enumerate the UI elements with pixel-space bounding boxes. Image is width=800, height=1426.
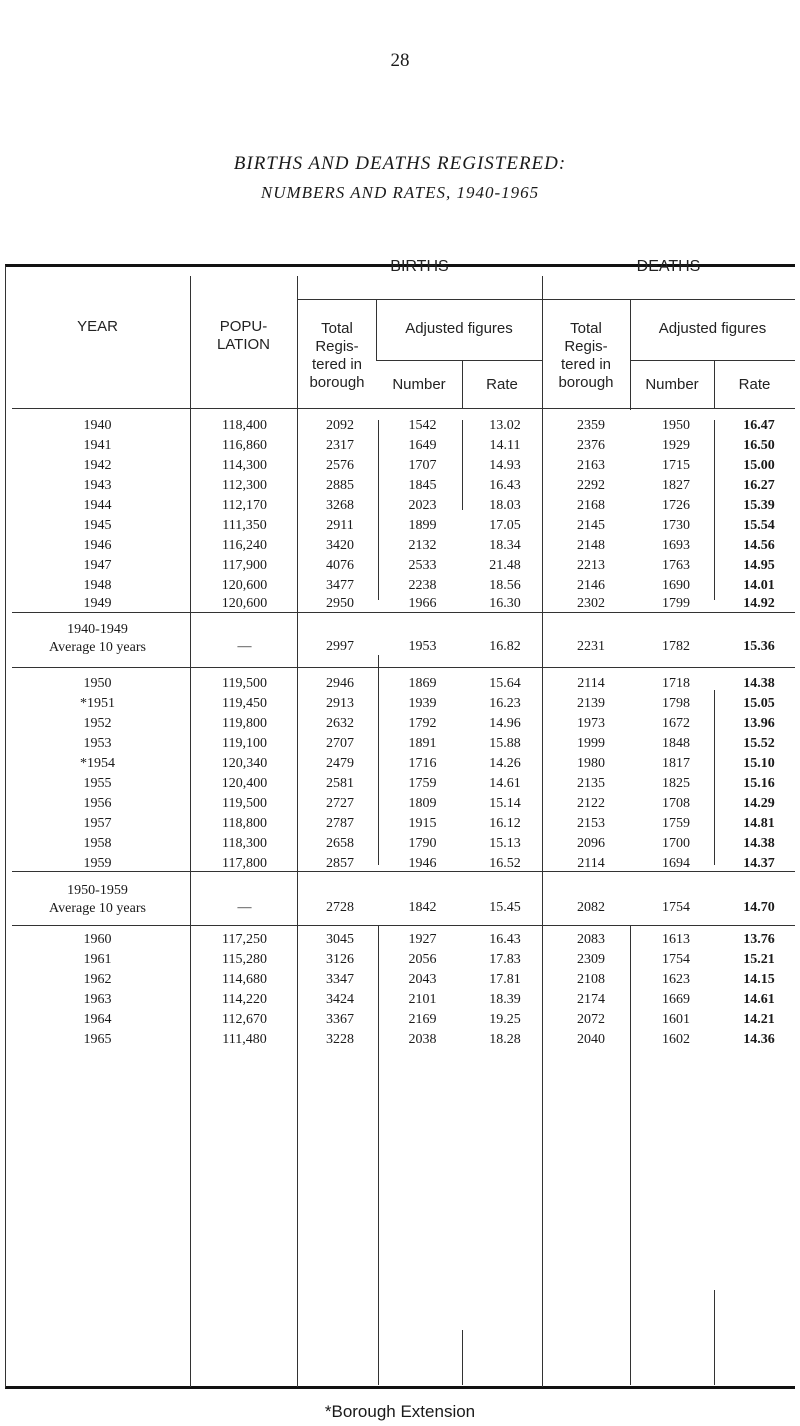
- cell-births-total: 3045: [326, 932, 354, 947]
- table-row: [5, 932, 795, 952]
- cell-deaths-total: 2145: [577, 518, 605, 533]
- cell-deaths-number: 1799: [662, 596, 690, 611]
- rule-vertical: [714, 1290, 715, 1385]
- cell-population: 114,300: [222, 458, 267, 473]
- cell-population: 111,350: [222, 518, 267, 533]
- cell-deaths-rate: 14.38: [743, 676, 775, 691]
- cell-births-number: 1899: [408, 518, 437, 533]
- cell-deaths-total: 2163: [577, 458, 605, 473]
- cell-births-total: 3367: [326, 1012, 354, 1027]
- table-row: [5, 776, 795, 796]
- rule-horizontal: [630, 360, 795, 361]
- cell-deaths-total: 2108: [577, 972, 605, 987]
- cell-births-total: 2707: [326, 736, 354, 751]
- cell-births-number: 1792: [408, 716, 437, 731]
- cell-population: 116,860: [222, 438, 267, 453]
- cell-births-rate: 15.88: [489, 736, 521, 751]
- header-births: BIRTHS: [390, 258, 449, 275]
- cell-deaths-total: 2302: [577, 596, 605, 611]
- cell-births-rate: 18.39: [489, 992, 521, 1007]
- cell-births-number: 1946: [408, 856, 437, 871]
- cell-births-total: 3347: [326, 972, 354, 987]
- cell-population: 119,100: [222, 736, 267, 751]
- page-subtitle: NUMBERS AND RATES, 1940-1965: [260, 183, 540, 202]
- cell-population: 119,500: [222, 796, 267, 811]
- cell-population: 114,680: [222, 972, 267, 987]
- cell-deaths-number: 1817: [662, 756, 690, 771]
- cell-deaths-rate: 15.10: [743, 756, 775, 771]
- cell-births-rate: 14.96: [489, 716, 521, 731]
- cell-year: 1944: [83, 498, 112, 513]
- cell-births-number: 1542: [408, 418, 437, 433]
- cell-population: 119,500: [222, 676, 267, 691]
- table-row: [5, 816, 795, 836]
- cell-year: 1965: [83, 1032, 112, 1047]
- cell-deaths-total: 2096: [577, 836, 605, 851]
- cell-births-number: 1845: [408, 478, 437, 493]
- cell-deaths-number: 1759: [662, 816, 690, 831]
- cell-births-rate: 16.12: [489, 816, 521, 831]
- cell-births-rate: 15.45: [489, 900, 521, 915]
- cell-deaths-rate: 15.00: [743, 458, 775, 473]
- cell-year: 1942: [83, 458, 112, 473]
- cell-year: 1948: [83, 578, 112, 593]
- cell-population: 111,480: [222, 1032, 267, 1047]
- average-row: [5, 619, 795, 663]
- table-row: [5, 972, 795, 992]
- cell-year: *1951: [80, 696, 115, 711]
- header-deaths-rate: Rate: [738, 376, 771, 393]
- cell-year: *1954: [80, 756, 115, 771]
- cell-year: 1952: [83, 716, 112, 731]
- cell-deaths-total: 1973: [577, 716, 605, 731]
- header-births-rate: Rate: [486, 376, 518, 393]
- cell-deaths-total: 2213: [577, 558, 605, 573]
- cell-population: 115,280: [222, 952, 267, 967]
- cell-year: 1940: [83, 418, 112, 433]
- cell-population: 114,220: [222, 992, 267, 1007]
- cell-births-total: 2576: [326, 458, 354, 473]
- cell-deaths-rate: 14.21: [743, 1012, 775, 1027]
- cell-births-total: 2581: [326, 776, 354, 791]
- cell-births-rate: 16.52: [489, 856, 521, 871]
- cell-births-rate: 18.03: [489, 498, 521, 513]
- cell-deaths-number: 1726: [662, 498, 690, 513]
- cell-deaths-total: 1980: [577, 756, 605, 771]
- cell-births-number: 2023: [408, 498, 437, 513]
- cell-births-total: 3420: [326, 538, 354, 553]
- cell-births-total: 2950: [326, 596, 354, 611]
- cell-births-rate: 15.13: [489, 836, 521, 851]
- header-total-line3: tered in: [311, 356, 363, 373]
- header-total-line4: borough: [558, 374, 614, 391]
- cell-year: 1958: [83, 836, 112, 851]
- cell-deaths-total: 2309: [577, 952, 605, 967]
- cell-births-number: 1716: [408, 756, 437, 771]
- cell-deaths-rate: 16.50: [743, 438, 775, 453]
- cell-deaths-total: 2359: [577, 418, 605, 433]
- cell-births-rate: 14.61: [489, 776, 521, 791]
- header-total-line2: Regis-: [564, 338, 608, 355]
- cell-year: 1961: [83, 952, 112, 967]
- cell-births-rate: 16.43: [489, 478, 521, 493]
- cell-deaths-rate: 15.16: [743, 776, 775, 791]
- table-row: [5, 438, 795, 458]
- cell-deaths-total: 2114: [577, 676, 605, 691]
- cell-year: 1947: [83, 558, 112, 573]
- average-period: 1940-1949: [67, 622, 128, 637]
- cell-births-total: 2946: [326, 676, 354, 691]
- cell-deaths-number: 1754: [662, 952, 690, 967]
- cell-population: 120,340: [221, 756, 268, 771]
- cell-births-rate: 13.02: [489, 418, 521, 433]
- cell-population: 118,300: [222, 836, 267, 851]
- cell-population: 117,250: [222, 932, 267, 947]
- cell-births-total: 3268: [326, 498, 354, 513]
- average-label: [5, 621, 190, 657]
- cell-year: 1964: [83, 1012, 112, 1027]
- cell-births-number: 2132: [408, 538, 437, 553]
- cell-deaths-rate: 13.76: [743, 932, 775, 947]
- cell-deaths-total: 2146: [577, 578, 605, 593]
- cell-births-number: 1649: [408, 438, 437, 453]
- header-total-line2: Regis-: [315, 338, 359, 355]
- cell-births-number: 1927: [408, 932, 437, 947]
- cell-year: 1963: [83, 992, 112, 1007]
- cell-births-number: 2056: [408, 952, 437, 967]
- cell-deaths-total: 2376: [577, 438, 605, 453]
- cell-births-total: 3424: [326, 992, 354, 1007]
- cell-births-total: 3228: [326, 1032, 354, 1047]
- cell-deaths-total: 2153: [577, 816, 605, 831]
- cell-population: 120,600: [221, 578, 268, 593]
- cell-year: 1955: [83, 776, 112, 791]
- cell-births-number: 1809: [408, 796, 437, 811]
- cell-births-rate: 17.81: [489, 972, 521, 987]
- cell-births-rate: 17.05: [489, 518, 521, 533]
- cell-deaths-total: 2168: [577, 498, 605, 513]
- cell-births-rate: 14.93: [489, 458, 521, 473]
- cell-year: 1945: [83, 518, 112, 533]
- cell-deaths-number: 1700: [662, 836, 690, 851]
- cell-year: 1957: [83, 816, 112, 831]
- average-label: [5, 882, 190, 918]
- cell-deaths-number: 1693: [662, 538, 690, 553]
- cell-births-total: 2727: [326, 796, 354, 811]
- rule-horizontal: [12, 667, 795, 668]
- cell-population: 119,800: [222, 716, 267, 731]
- table-row: [5, 836, 795, 856]
- header-births-total: [297, 320, 377, 392]
- cell-population: 112,170: [222, 498, 267, 513]
- table-row: [5, 756, 795, 776]
- cell-births-rate: 16.82: [489, 639, 521, 654]
- cell-births-number: 2533: [408, 558, 437, 573]
- cell-births-total: 2913: [326, 696, 354, 711]
- cell-deaths-number: 1827: [662, 478, 690, 493]
- cell-deaths-number: 1848: [662, 736, 690, 751]
- header-total-line4: borough: [309, 374, 365, 391]
- cell-population: 119,450: [222, 696, 267, 711]
- cell-births-rate: 15.14: [489, 796, 521, 811]
- cell-births-total: 3126: [326, 952, 354, 967]
- header-births-number: Number: [392, 376, 446, 393]
- cell-births-rate: 18.34: [489, 538, 521, 553]
- cell-births-total: 2317: [326, 438, 354, 453]
- page-title: BIRTHS AND DEATHS REGISTERED:: [233, 153, 567, 174]
- cell-births-total: 4076: [326, 558, 354, 573]
- rule-horizontal: [297, 299, 795, 300]
- cell-deaths-total: 2072: [577, 1012, 605, 1027]
- cell-deaths-rate: 15.21: [743, 952, 775, 967]
- cell-deaths-total: 2114: [577, 856, 605, 871]
- cell-births-rate: 18.28: [489, 1032, 521, 1047]
- header-births-adjusted: Adjusted figures: [405, 320, 513, 337]
- cell-deaths-total: 2082: [577, 900, 605, 915]
- cell-births-rate: 16.23: [489, 696, 521, 711]
- cell-deaths-rate: 16.47: [743, 418, 775, 433]
- cell-deaths-number: 1694: [662, 856, 690, 871]
- cell-year: 1953: [83, 736, 112, 751]
- header-population-line1: POPU-: [219, 318, 268, 335]
- table-row: [5, 1032, 795, 1052]
- header-deaths-number: Number: [645, 376, 699, 393]
- cell-deaths-number: 1669: [662, 992, 690, 1007]
- cell-deaths-total: 2231: [577, 639, 605, 654]
- header-total-line1: Total: [321, 320, 353, 337]
- cell-births-rate: 19.25: [489, 1012, 521, 1027]
- cell-year: 1950: [83, 676, 112, 691]
- table-row: [5, 856, 795, 876]
- cell-deaths-rate: 14.95: [743, 558, 775, 573]
- table-row: [5, 716, 795, 736]
- cell-year: 1946: [83, 538, 112, 553]
- cell-deaths-number: 1718: [662, 676, 690, 691]
- cell-deaths-number: 1602: [662, 1032, 690, 1047]
- cell-population: 120,400: [221, 776, 268, 791]
- cell-deaths-rate: 14.36: [743, 1032, 775, 1047]
- cell-deaths-rate: 13.96: [743, 716, 775, 731]
- cell-deaths-number: 1763: [662, 558, 690, 573]
- rule-horizontal: [12, 925, 795, 926]
- table-row: [5, 538, 795, 558]
- cell-deaths-rate: 14.70: [743, 900, 775, 915]
- cell-deaths-total: 2139: [577, 696, 605, 711]
- cell-births-number: 1891: [408, 736, 437, 751]
- cell-deaths-total: 2040: [577, 1032, 605, 1047]
- cell-births-number: 1966: [408, 596, 437, 611]
- cell-deaths-total: 2174: [577, 992, 605, 1007]
- table-row: [5, 696, 795, 716]
- header-population-line2: LATION: [216, 336, 271, 353]
- cell-deaths-number: 1613: [662, 932, 690, 947]
- cell-deaths-rate: 14.15: [743, 972, 775, 987]
- cell-population: —: [237, 900, 252, 915]
- rule-horizontal: [376, 360, 542, 361]
- cell-deaths-number: 1825: [662, 776, 690, 791]
- cell-deaths-number: 1708: [662, 796, 690, 811]
- average-row: [5, 878, 795, 922]
- footnote: *Borough Extension: [324, 1402, 476, 1421]
- cell-population: 117,800: [222, 856, 267, 871]
- cell-births-rate: 21.48: [489, 558, 521, 573]
- average-description: Average 10 years: [49, 901, 146, 916]
- cell-population: 118,400: [222, 418, 267, 433]
- cell-deaths-rate: 14.29: [743, 796, 775, 811]
- cell-deaths-rate: 14.38: [743, 836, 775, 851]
- cell-deaths-number: 1715: [662, 458, 690, 473]
- table-row: [5, 558, 795, 578]
- table-row: [5, 992, 795, 1012]
- cell-deaths-total: 2122: [577, 796, 605, 811]
- table-row: [5, 676, 795, 696]
- cell-deaths-total: 1999: [577, 736, 605, 751]
- cell-year: 1941: [83, 438, 112, 453]
- cell-year: 1960: [83, 932, 112, 947]
- cell-population: 118,800: [222, 816, 267, 831]
- cell-deaths-total: 2083: [577, 932, 605, 947]
- cell-year: 1959: [83, 856, 112, 871]
- cell-deaths-number: 1601: [662, 1012, 690, 1027]
- cell-births-total: 2787: [326, 816, 354, 831]
- average-description: Average 10 years: [49, 640, 146, 655]
- cell-births-rate: 17.83: [489, 952, 521, 967]
- cell-population: 120,600: [221, 596, 268, 611]
- table-row: [5, 736, 795, 756]
- header-population: [190, 318, 297, 354]
- cell-births-rate: 18.56: [489, 578, 521, 593]
- page-number: 28: [390, 50, 410, 71]
- cell-deaths-total: 2292: [577, 478, 605, 493]
- cell-deaths-number: 1690: [662, 578, 690, 593]
- table-row: [5, 518, 795, 538]
- cell-deaths-rate: 14.61: [743, 992, 775, 1007]
- table-row: [5, 418, 795, 438]
- cell-births-number: 2043: [408, 972, 437, 987]
- cell-births-number: 1790: [408, 836, 437, 851]
- cell-year: 1949: [83, 596, 112, 611]
- cell-deaths-number: 1730: [662, 518, 690, 533]
- cell-deaths-number: 1623: [662, 972, 690, 987]
- cell-population: 112,670: [222, 1012, 267, 1027]
- cell-births-rate: 16.30: [489, 596, 521, 611]
- cell-deaths-rate: 15.05: [743, 696, 775, 711]
- table-row: [5, 1012, 795, 1032]
- cell-births-number: 1915: [408, 816, 437, 831]
- cell-births-number: 1953: [408, 639, 437, 654]
- header-total-line1: Total: [570, 320, 602, 337]
- cell-deaths-number: 1798: [662, 696, 690, 711]
- cell-births-total: 2885: [326, 478, 354, 493]
- cell-births-number: 2169: [408, 1012, 437, 1027]
- rule-vertical: [462, 1330, 463, 1385]
- cell-births-total: 2092: [326, 418, 354, 433]
- cell-year: 1962: [83, 972, 112, 987]
- cell-deaths-total: 2148: [577, 538, 605, 553]
- cell-deaths-rate: 15.54: [743, 518, 775, 533]
- cell-deaths-rate: 14.92: [743, 596, 775, 611]
- cell-births-number: 1842: [408, 900, 437, 915]
- cell-births-total: 2997: [326, 639, 354, 654]
- cell-deaths-rate: 14.01: [743, 578, 775, 593]
- cell-births-number: 1939: [408, 696, 437, 711]
- table-row: [5, 498, 795, 518]
- cell-population: 116,240: [222, 538, 267, 553]
- cell-births-rate: 16.43: [489, 932, 521, 947]
- cell-births-number: 1759: [408, 776, 437, 791]
- cell-births-number: 1869: [408, 676, 437, 691]
- cell-deaths-rate: 15.36: [743, 639, 775, 654]
- cell-births-rate: 15.64: [489, 676, 521, 691]
- cell-deaths-rate: 14.56: [743, 538, 775, 553]
- table-row: [5, 578, 795, 598]
- cell-births-total: 2658: [326, 836, 354, 851]
- rule-horizontal: [12, 408, 795, 409]
- cell-births-number: 2038: [408, 1032, 437, 1047]
- header-year: YEAR: [77, 318, 118, 335]
- cell-births-number: 2238: [408, 578, 437, 593]
- cell-year: 1956: [83, 796, 112, 811]
- cell-deaths-rate: 15.52: [743, 736, 775, 751]
- cell-year: 1943: [83, 478, 112, 493]
- cell-population: —: [237, 639, 252, 654]
- cell-births-rate: 14.11: [489, 438, 521, 453]
- table-row: [5, 596, 795, 616]
- table-row: [5, 458, 795, 478]
- header-deaths-adjusted: Adjusted figures: [658, 320, 767, 337]
- cell-births-total: 2857: [326, 856, 354, 871]
- cell-births-total: 3477: [326, 578, 354, 593]
- cell-births-total: 2479: [326, 756, 354, 771]
- table-row: [5, 478, 795, 498]
- cell-deaths-number: 1782: [662, 639, 690, 654]
- cell-deaths-rate: 15.39: [743, 498, 775, 513]
- cell-births-total: 2911: [326, 518, 354, 533]
- cell-births-rate: 14.26: [489, 756, 521, 771]
- cell-population: 112,300: [222, 478, 267, 493]
- cell-population: 117,900: [222, 558, 267, 573]
- cell-deaths-rate: 16.27: [743, 478, 775, 493]
- header-deaths: DEATHS: [636, 258, 701, 275]
- header-deaths-total: [542, 320, 630, 392]
- average-period: 1950-1959: [67, 883, 128, 898]
- cell-births-total: 2632: [326, 716, 354, 731]
- table-row: [5, 796, 795, 816]
- cell-births-total: 2728: [326, 900, 354, 915]
- table-row: [5, 952, 795, 972]
- cell-deaths-number: 1754: [662, 900, 690, 915]
- cell-deaths-rate: 14.37: [743, 856, 775, 871]
- header-total-line3: tered in: [560, 356, 612, 373]
- cell-deaths-total: 2135: [577, 776, 605, 791]
- cell-deaths-rate: 14.81: [743, 816, 775, 831]
- cell-births-number: 1707: [408, 458, 437, 473]
- cell-deaths-number: 1950: [662, 418, 690, 433]
- cell-deaths-number: 1929: [662, 438, 690, 453]
- cell-deaths-number: 1672: [662, 716, 690, 731]
- cell-births-number: 2101: [408, 992, 437, 1007]
